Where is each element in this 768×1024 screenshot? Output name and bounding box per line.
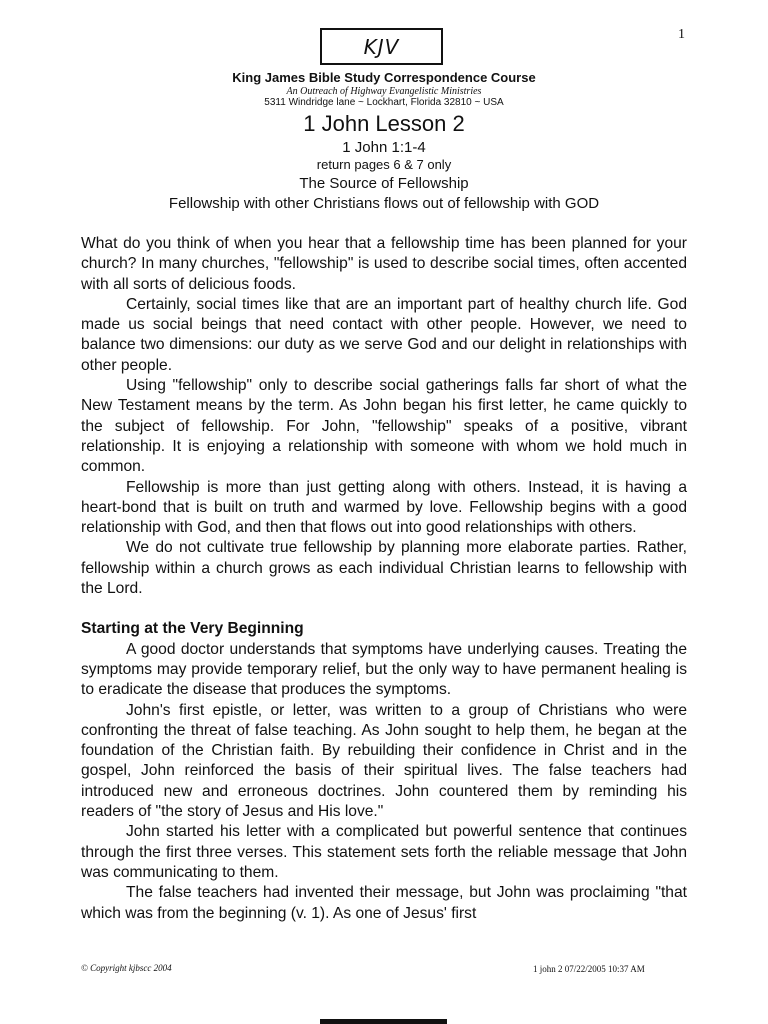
outreach-line: An Outreach of Highway Evangelistic Ministries: [286, 86, 482, 97]
paragraph: John's first epistle, or letter, was written to a group of Christians who were confronting the threat of false teaching. As John sought to help them, he began at the foundation of the Christian faith. By rebuilding their confidence in Christ and in the gospel, John reinforced the basis of their spiritual lives. The false teachers had introduced new and erroneous doctrines. John countered them by reminding his readers of "the story of Jesus and His love.": [81, 701, 687, 821]
lesson-subtitle: The Source of Fellowship: [299, 175, 469, 192]
paragraph: Using "fellowship" only to describe social gatherings falls far short of what the New Testament means by the term. As John began his first letter, he came quickly to the subject of fellowship. For John, "fellowship" speaks of a positive, vibrant relationship. It is enjoying a relationship with someone with whom we hold much in common.: [81, 377, 687, 476]
lesson-title: 1 John Lesson 2: [303, 111, 465, 136]
address-line: 5311 Windridge lane ~ Lockhart, Florida 32810 ~ USA: [264, 97, 504, 108]
paragraph: Fellowship is more than just getting along with others. Instead, it is having a heart-bond that is built on truth and warmed by love. Fellowship begins with a good relationship with God, and then that flows out into good relationships with others.: [81, 478, 687, 537]
paragraph: John started his letter with a complicated but powerful sentence that continues through the first three verses. This statement sets forth the reliable message that John was communicating to them.: [81, 823, 687, 881]
course-title: King James Bible Study Correspondence Course: [232, 70, 536, 85]
paragraph: The false teachers had invented their message, but John was proclaiming "that which was from the beginning (v. 1). As one of Jesus' first: [81, 884, 687, 922]
lesson-body: [81, 234, 687, 924]
copyright-footer: © Copyright kjbscc 2004: [81, 963, 172, 973]
paragraph: What do you think of when you hear that a fellowship time has been planned for your church? In many churches, "fellowship" is used to describe social times, often accented with all sorts of delicious foods.: [81, 235, 687, 293]
scripture-reference: 1 John 1:1-4: [342, 139, 426, 156]
bottom-divider: [320, 1019, 447, 1024]
lesson-theme: Fellowship with other Christians flows out of fellowship with GOD: [168, 195, 600, 212]
return-note: return pages 6 & 7 only: [316, 157, 452, 172]
paragraph: Certainly, social times like that are an important part of healthy church life. God made us social beings that need contact with other people. However, we need to balance two dimensions: our duty as we serve God and our delight in relationships with other people.: [81, 295, 687, 374]
section-heading: Starting at the Very Beginning: [81, 620, 304, 638]
kjv-badge: KJV: [320, 28, 443, 65]
paragraph: We do not cultivate true fellowship by planning more elaborate parties. Rather, fellowship within a church grows as each individual Christian learns to fellowship with the Lord.: [81, 539, 687, 598]
paragraph: A good doctor understands that symptoms have underlying causes. Treating the symptoms may provide temporary relief, but the only way to have permanent healing is to eradicate the disease that produces the symptoms.: [81, 640, 687, 699]
document-header: [0, 70, 768, 214]
file-info-footer: 1 john 2 07/22/2005 10:37 AM: [533, 964, 645, 974]
page-number: 1: [678, 27, 685, 42]
